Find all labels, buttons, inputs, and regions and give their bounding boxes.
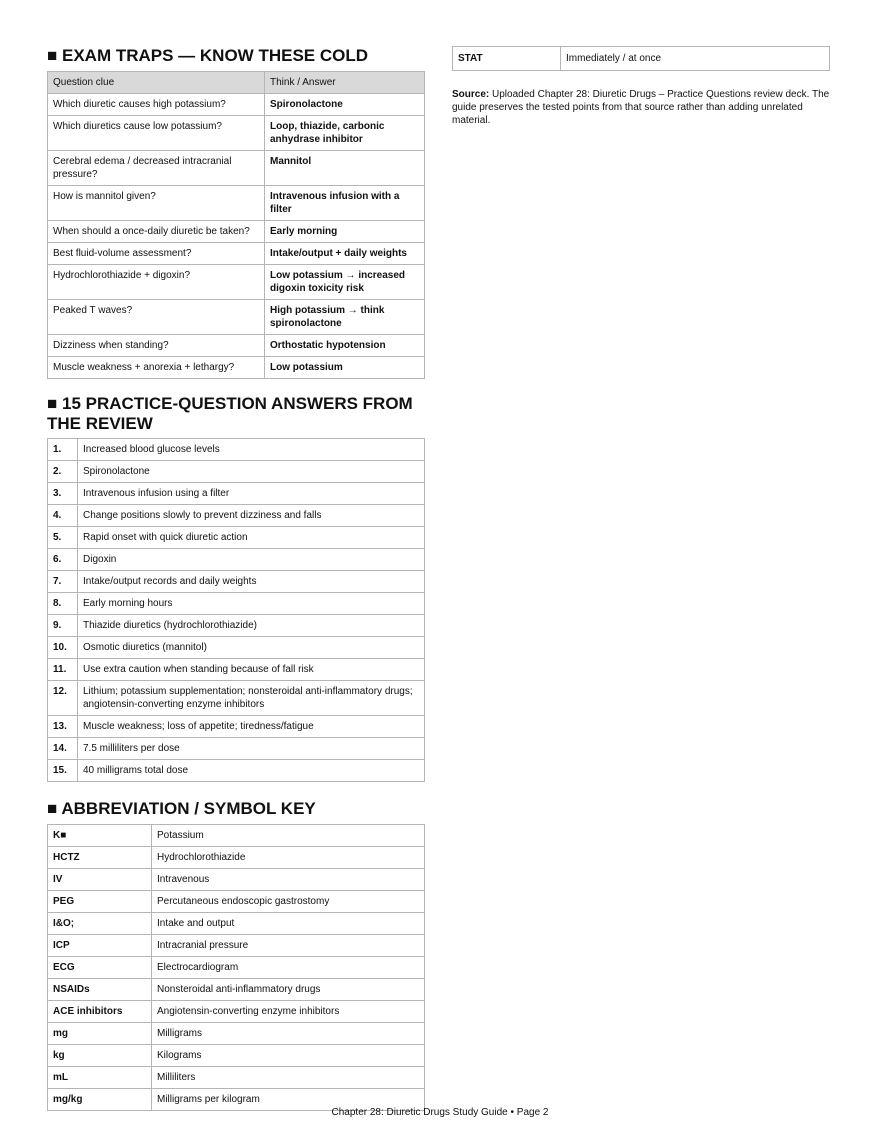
table-header-row xyxy=(48,72,425,94)
abbreviation-row-key-cell: PEG xyxy=(48,891,152,913)
abbreviation-row-value-cell: Potassium xyxy=(152,825,425,847)
practice-answer-row xyxy=(48,505,425,527)
practice-answer-row-value-cell: Muscle weakness; loss of appetite; tiredness/fatigue xyxy=(78,716,425,738)
abbreviation-row-key-cell: mg/kg xyxy=(48,1089,152,1111)
right-column xyxy=(452,46,830,127)
abbreviation-key-continued-table xyxy=(452,46,830,71)
abbreviation-row xyxy=(48,1067,425,1089)
practice-answer-row-value-cell: Intake/output records and daily weights xyxy=(78,571,425,593)
practice-answer-row xyxy=(48,760,425,782)
practice-answer-row-value-cell: Intravenous infusion using a filter xyxy=(78,483,425,505)
abbreviation-row-key-cell: NSAIDs xyxy=(48,979,152,1001)
abbreviation-row-key-cell: STAT xyxy=(453,47,561,71)
practice-answer-row-key-cell: 8. xyxy=(48,593,78,615)
abbreviation-row xyxy=(48,825,425,847)
practice-answer-row-value-cell: Change positions slowly to prevent dizziness and falls xyxy=(78,505,425,527)
abbreviation-row-value-cell: Percutaneous endoscopic gastrostomy xyxy=(152,891,425,913)
practice-answer-row xyxy=(48,461,425,483)
abbreviation-key-heading: ■ ABBREVIATION / SYMBOL KEY xyxy=(47,799,316,818)
abbreviation-row xyxy=(48,847,425,869)
practice-answers-table xyxy=(47,438,425,782)
abbreviation-row-value-cell: Milligrams xyxy=(152,1023,425,1045)
practice-answer-row xyxy=(48,738,425,760)
abbreviation-row xyxy=(48,1045,425,1067)
exam-trap-row-key-cell: Best fluid-volume assessment? xyxy=(48,243,265,265)
practice-answer-row-key-cell: 15. xyxy=(48,760,78,782)
practice-answer-row xyxy=(48,439,425,461)
exam-trap-row-value-cell: Loop, thiazide, carbonic anhydrase inhibitor xyxy=(265,116,425,151)
practice-answer-row-value-cell: Early morning hours xyxy=(78,593,425,615)
practice-answer-row-key-cell: 1. xyxy=(48,439,78,461)
abbreviation-row-value-cell: Intake and output xyxy=(152,913,425,935)
practice-answer-row-key-cell: 2. xyxy=(48,461,78,483)
page-footer: Chapter 28: Diuretic Drugs Study Guide • Page 2 xyxy=(331,1107,549,1118)
practice-answer-row-key-cell: 12. xyxy=(48,681,78,716)
abbreviation-row-value-cell: Electrocardiogram xyxy=(152,957,425,979)
abbreviation-row xyxy=(48,979,425,1001)
exam-trap-row-value-cell: Mannitol xyxy=(265,151,425,186)
practice-answer-row-value-cell: Spironolactone xyxy=(78,461,425,483)
abbreviation-row-key-cell: kg xyxy=(48,1045,152,1067)
exam-trap-row xyxy=(48,357,425,379)
practice-answer-row-key-cell: 3. xyxy=(48,483,78,505)
practice-answer-row-key-cell: 6. xyxy=(48,549,78,571)
exam-trap-row-key-cell: Which diuretics cause low potassium? xyxy=(48,116,265,151)
exam-trap-row-value-cell: Low potassium xyxy=(265,357,425,379)
abbreviation-row xyxy=(48,869,425,891)
exam-trap-row-value-cell: Intravenous infusion with a filter xyxy=(265,186,425,221)
practice-answer-row-value-cell: 40 milligrams total dose xyxy=(78,760,425,782)
practice-answer-row xyxy=(48,483,425,505)
abbreviation-key-table xyxy=(47,824,425,1111)
practice-answer-row-key-cell: 9. xyxy=(48,615,78,637)
source-text: Uploaded Chapter 28: Diuretic Drugs – Practice Questions review deck. The guide preserves the tested points from that source rather than adding unrelated material. xyxy=(452,89,830,126)
abbreviation-row xyxy=(453,47,830,71)
practice-answer-row-key-cell: 13. xyxy=(48,716,78,738)
left-column xyxy=(47,46,425,1111)
abbreviation-row-key-cell: ACE inhibitors xyxy=(48,1001,152,1023)
exam-trap-row-key-cell: How is mannitol given? xyxy=(48,186,265,221)
abbreviation-row-value-cell: Milligrams per kilogram xyxy=(152,1089,425,1111)
abbreviation-row xyxy=(48,957,425,979)
exam-trap-row-value-cell: Low potassium → increased digoxin toxicity risk xyxy=(265,265,425,300)
practice-answer-row-key-cell: 4. xyxy=(48,505,78,527)
abbreviation-row-value-cell: Angiotensin-converting enzyme inhibitors xyxy=(152,1001,425,1023)
practice-answers-heading: ■ 15 PRACTICE-QUESTION ANSWERS FROM THE REVIEW xyxy=(47,394,413,433)
exam-trap-row-value-cell: Intake/output + daily weights xyxy=(265,243,425,265)
abbreviation-row xyxy=(48,913,425,935)
abbreviation-row-value-cell: Immediately / at once xyxy=(561,47,830,71)
exam-trap-row-key-cell: Muscle weakness + anorexia + lethargy? xyxy=(48,357,265,379)
abbreviation-row-key-cell: HCTZ xyxy=(48,847,152,869)
exam-trap-row-key-cell: Cerebral edema / decreased intracranial pressure? xyxy=(48,151,265,186)
exam-trap-row xyxy=(48,94,425,116)
practice-answer-row-key-cell: 10. xyxy=(48,637,78,659)
exam-trap-row xyxy=(48,335,425,357)
abbreviation-row-value-cell: Intracranial pressure xyxy=(152,935,425,957)
abbreviation-row-value-cell: Intravenous xyxy=(152,869,425,891)
exam-trap-row-key-cell: Peaked T waves? xyxy=(48,300,265,335)
abbreviation-row-value-cell: Milliliters xyxy=(152,1067,425,1089)
practice-answer-row xyxy=(48,527,425,549)
practice-answer-row xyxy=(48,681,425,716)
abbreviation-row-key-cell: ICP xyxy=(48,935,152,957)
exam-trap-row-value-cell: Orthostatic hypotension xyxy=(265,335,425,357)
abbreviation-row-key-cell: I&O; xyxy=(48,913,152,935)
practice-answer-row-value-cell: Osmotic diuretics (mannitol) xyxy=(78,637,425,659)
practice-answer-row xyxy=(48,593,425,615)
practice-answer-row-value-cell: Use extra caution when standing because of fall risk xyxy=(78,659,425,681)
column-header: Question clue xyxy=(48,72,265,94)
abbreviation-row xyxy=(48,935,425,957)
source-note xyxy=(452,88,830,127)
abbreviation-row-key-cell: mL xyxy=(48,1067,152,1089)
exam-trap-row xyxy=(48,221,425,243)
abbreviation-row-key-cell: ECG xyxy=(48,957,152,979)
practice-answer-row-value-cell: Digoxin xyxy=(78,549,425,571)
practice-answer-row xyxy=(48,615,425,637)
practice-answer-row-key-cell: 7. xyxy=(48,571,78,593)
practice-answer-row-value-cell: Increased blood glucose levels xyxy=(78,439,425,461)
practice-answer-row-value-cell: 7.5 milliliters per dose xyxy=(78,738,425,760)
abbreviation-row xyxy=(48,1023,425,1045)
exam-trap-row xyxy=(48,265,425,300)
abbreviation-row-key-cell: mg xyxy=(48,1023,152,1045)
practice-answer-row xyxy=(48,716,425,738)
exam-trap-row-key-cell: Dizziness when standing? xyxy=(48,335,265,357)
exam-trap-row-value-cell: Early morning xyxy=(265,221,425,243)
exam-trap-row xyxy=(48,300,425,335)
exam-trap-row-key-cell: Which diuretic causes high potassium? xyxy=(48,94,265,116)
exam-traps-heading: ■ EXAM TRAPS — KNOW THESE COLD xyxy=(47,46,368,65)
practice-answer-row xyxy=(48,659,425,681)
abbreviation-row-value-cell: Nonsteroidal anti-inflammatory drugs xyxy=(152,979,425,1001)
exam-traps-table xyxy=(47,71,425,379)
practice-answer-row xyxy=(48,549,425,571)
exam-trap-row-key-cell: Hydrochlorothiazide + digoxin? xyxy=(48,265,265,300)
practice-answer-row-value-cell: Thiazide diuretics (hydrochlorothiazide) xyxy=(78,615,425,637)
exam-trap-row xyxy=(48,116,425,151)
exam-trap-row xyxy=(48,151,425,186)
abbreviation-row xyxy=(48,891,425,913)
abbreviation-row-key-cell: IV xyxy=(48,869,152,891)
abbreviation-row-key-cell: K■ xyxy=(48,825,152,847)
abbreviation-row xyxy=(48,1001,425,1023)
exam-trap-row-value-cell: Spironolactone xyxy=(265,94,425,116)
practice-answer-row xyxy=(48,571,425,593)
exam-trap-row xyxy=(48,186,425,221)
practice-answer-row xyxy=(48,637,425,659)
exam-trap-row-key-cell: When should a once-daily diuretic be taken? xyxy=(48,221,265,243)
practice-answer-row-key-cell: 11. xyxy=(48,659,78,681)
source-label: Source: xyxy=(452,89,490,100)
practice-answer-row-value-cell: Rapid onset with quick diuretic action xyxy=(78,527,425,549)
abbreviation-row-value-cell: Hydrochlorothiazide xyxy=(152,847,425,869)
exam-trap-row xyxy=(48,243,425,265)
abbreviation-row-value-cell: Kilograms xyxy=(152,1045,425,1067)
column-header: Think / Answer xyxy=(265,72,425,94)
practice-answer-row-key-cell: 14. xyxy=(48,738,78,760)
practice-answer-row-value-cell: Lithium; potassium supplementation; nonsteroidal anti-inflammatory drugs; angiotensin-converting enzyme inhibitors xyxy=(78,681,425,716)
exam-trap-row-value-cell: High potassium → think spironolactone xyxy=(265,300,425,335)
practice-answer-row-key-cell: 5. xyxy=(48,527,78,549)
